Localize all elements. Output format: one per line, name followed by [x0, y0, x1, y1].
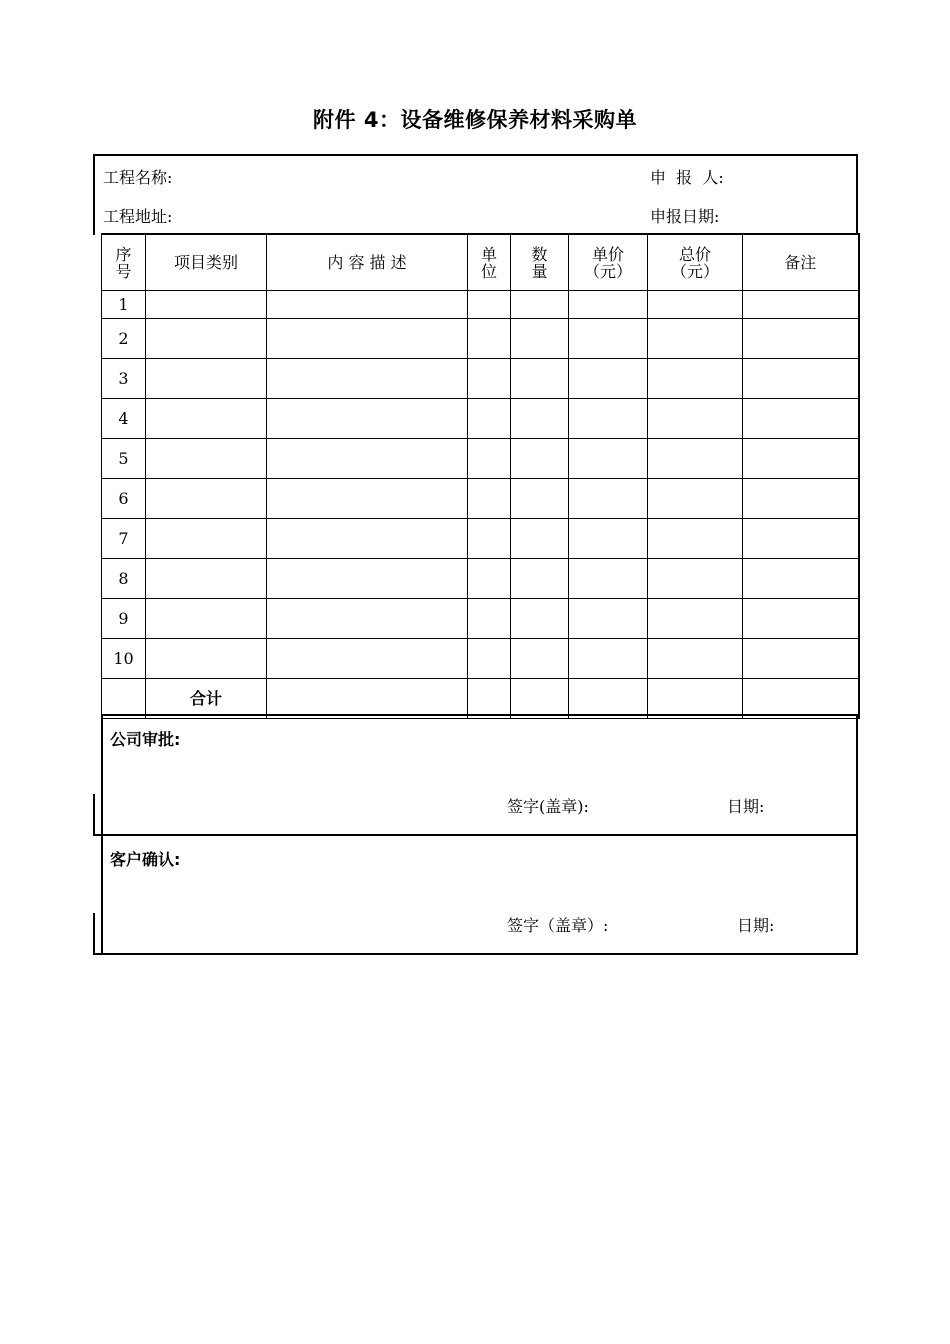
table-cell[interactable] — [569, 559, 648, 599]
table-cell[interactable] — [146, 439, 267, 479]
table-cell[interactable] — [511, 679, 569, 719]
table-cell[interactable] — [743, 319, 859, 359]
customer-confirm-label: 客户确认: — [110, 850, 181, 869]
table-row — [102, 639, 859, 679]
table-row — [102, 479, 859, 519]
table-cell[interactable] — [648, 639, 743, 679]
table-cell[interactable] — [267, 439, 468, 479]
table-cell[interactable] — [743, 519, 859, 559]
table-row — [102, 359, 859, 399]
table-row — [102, 559, 859, 599]
table-cell[interactable] — [146, 319, 267, 359]
table-cell[interactable] — [569, 291, 648, 319]
table-header-row — [102, 234, 859, 291]
row-index: 10 — [102, 639, 146, 679]
table-cell[interactable] — [648, 679, 743, 719]
report-date-label: 申报日期: — [650, 207, 720, 226]
table-cell[interactable] — [743, 399, 859, 439]
table-cell[interactable] — [648, 399, 743, 439]
table-row — [102, 519, 859, 559]
col-header-quantity: 数 量 — [511, 234, 569, 291]
col-header-description: 内 容 描 述 — [267, 234, 468, 291]
table-cell[interactable] — [569, 639, 648, 679]
company-signature-label: 签字(盖章): — [507, 797, 589, 816]
table-cell[interactable] — [511, 639, 569, 679]
table-row — [102, 439, 859, 479]
reporter-label: 申 报 人: — [650, 168, 724, 187]
table-cell — [102, 679, 146, 719]
table-cell[interactable] — [267, 639, 468, 679]
table-cell[interactable] — [648, 559, 743, 599]
table-cell[interactable] — [743, 639, 859, 679]
table-cell[interactable] — [648, 291, 743, 319]
table-cell[interactable] — [511, 439, 569, 479]
table-cell[interactable] — [648, 479, 743, 519]
table-cell[interactable] — [267, 519, 468, 559]
row-index: 5 — [102, 439, 146, 479]
row-index: 3 — [102, 359, 146, 399]
table-cell[interactable] — [648, 319, 743, 359]
row-index: 7 — [102, 519, 146, 559]
table-row — [102, 319, 859, 359]
table-cell[interactable] — [468, 679, 511, 719]
table-cell[interactable] — [569, 599, 648, 639]
row-index: 4 — [102, 399, 146, 439]
table-cell[interactable] — [468, 319, 511, 359]
table-cell[interactable] — [267, 399, 468, 439]
table-cell[interactable] — [146, 559, 267, 599]
project-info-header — [93, 154, 858, 235]
col-header-remarks: 备注 — [743, 234, 859, 291]
table-cell[interactable] — [267, 679, 468, 719]
table-cell[interactable] — [468, 639, 511, 679]
table-cell[interactable] — [267, 479, 468, 519]
table-cell[interactable] — [468, 559, 511, 599]
table-row — [102, 399, 859, 439]
table-cell[interactable] — [468, 439, 511, 479]
table-cell[interactable] — [648, 439, 743, 479]
table-cell[interactable] — [146, 291, 267, 319]
table-cell[interactable] — [511, 399, 569, 439]
table-cell[interactable] — [569, 399, 648, 439]
table-cell[interactable] — [511, 479, 569, 519]
table-cell[interactable] — [511, 359, 569, 399]
project-name-label: 工程名称: — [103, 168, 173, 187]
customer-date-label: 日期: — [737, 916, 775, 935]
table-cell[interactable] — [569, 519, 648, 559]
col-header-index: 序 号 — [102, 234, 146, 291]
row-index: 6 — [102, 479, 146, 519]
table-cell[interactable] — [267, 559, 468, 599]
table-cell[interactable] — [569, 439, 648, 479]
total-label: 合计 — [146, 679, 267, 719]
table-cell[interactable] — [511, 319, 569, 359]
table-cell[interactable] — [146, 519, 267, 559]
table-cell[interactable] — [743, 479, 859, 519]
table-cell[interactable] — [743, 679, 859, 719]
table-cell[interactable] — [743, 559, 859, 599]
materials-table — [101, 233, 860, 719]
project-address-label: 工程地址: — [103, 207, 173, 226]
table-cell[interactable] — [743, 359, 859, 399]
row-index: 2 — [102, 319, 146, 359]
table-cell[interactable] — [468, 599, 511, 639]
table-cell[interactable] — [267, 359, 468, 399]
table-cell[interactable] — [569, 479, 648, 519]
table-cell[interactable] — [468, 479, 511, 519]
total-row — [102, 679, 859, 719]
table-cell[interactable] — [648, 519, 743, 559]
table-cell[interactable] — [648, 359, 743, 399]
table-cell[interactable] — [146, 599, 267, 639]
table-row — [102, 599, 859, 639]
table-cell[interactable] — [267, 291, 468, 319]
row-index: 9 — [102, 599, 146, 639]
table-row — [102, 291, 859, 319]
table-cell[interactable] — [146, 479, 267, 519]
table-cell[interactable] — [468, 359, 511, 399]
col-header-unit-price: 单价 （元） — [569, 234, 648, 291]
col-header-total-price: 总价 （元） — [648, 234, 743, 291]
table-cell[interactable] — [743, 599, 859, 639]
table-cell[interactable] — [146, 639, 267, 679]
table-cell[interactable] — [569, 319, 648, 359]
table-cell[interactable] — [468, 399, 511, 439]
table-cell[interactable] — [267, 319, 468, 359]
table-cell[interactable] — [511, 519, 569, 559]
table-cell[interactable] — [743, 439, 859, 479]
col-header-unit: 单 位 — [468, 234, 511, 291]
row-index: 1 — [102, 291, 146, 319]
table-cell[interactable] — [569, 679, 648, 719]
table-cell[interactable] — [511, 559, 569, 599]
row-index: 8 — [102, 559, 146, 599]
table-cell[interactable] — [146, 359, 267, 399]
table-cell[interactable] — [648, 599, 743, 639]
table-cell[interactable] — [146, 399, 267, 439]
col-header-category: 项目类别 — [146, 234, 267, 291]
table-cell[interactable] — [468, 519, 511, 559]
company-approval-label: 公司审批: — [110, 730, 181, 749]
company-date-label: 日期: — [727, 797, 765, 816]
table-cell[interactable] — [511, 291, 569, 319]
table-cell[interactable] — [511, 599, 569, 639]
page-title: 附件 4：设备维修保养材料采购单 — [313, 108, 637, 132]
table-cell[interactable] — [569, 359, 648, 399]
customer-signature-label: 签字（盖章）: — [507, 916, 609, 935]
table-cell[interactable] — [267, 599, 468, 639]
table-cell[interactable] — [468, 291, 511, 319]
table-cell[interactable] — [743, 291, 859, 319]
